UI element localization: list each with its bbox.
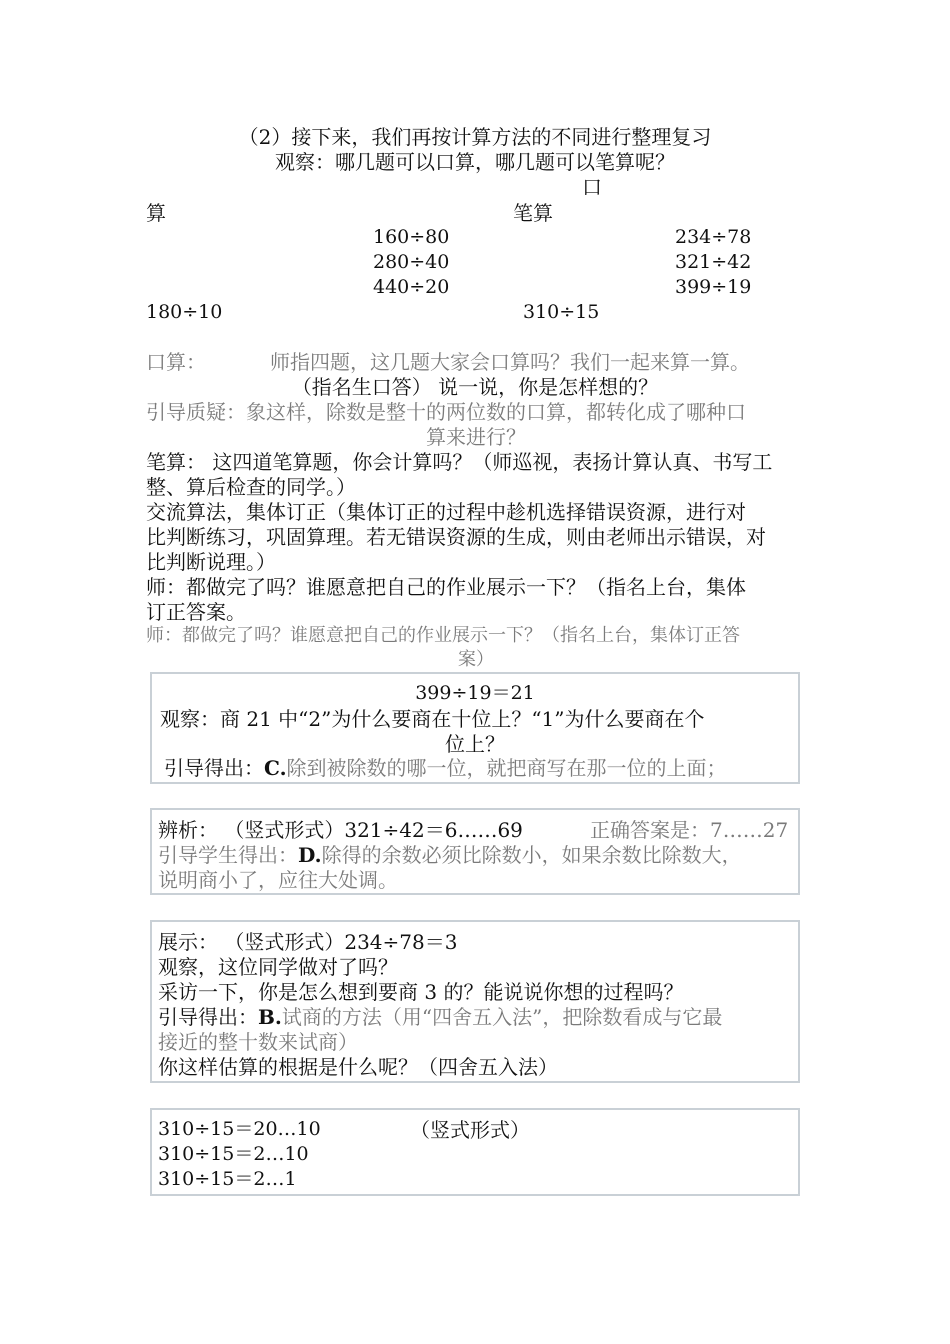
box1-guide (164, 758, 727, 778)
box1-guide-label: 引导得出： (164, 756, 264, 780)
box2-guide-text-2: 说明商小了，应往大处调。 (158, 868, 398, 892)
oral-label: 口算： (146, 350, 206, 374)
written-line-1: 笔算： 这四道笔算题，你会计算吗？（师巡视，表扬计算认真、书写工 (146, 450, 773, 474)
problem-written-4: 310÷15 (523, 301, 600, 323)
problem-oral-1: 160÷80 (373, 226, 450, 248)
oral-line-2: （指名生口答） 说一说，你是怎样想的？ (291, 375, 659, 399)
written-gray-1: 师：都做完了吗？谁愿意把自己的作业展示一下？（指名上台，集体订正答 (146, 625, 740, 646)
box4-note: （竖式形式） (410, 1118, 530, 1142)
heading-line-1: （2）接下来，我们再按计算方法的不同进行整理复习 (238, 125, 712, 149)
problem-written-1: 234÷78 (675, 226, 752, 248)
written-line-4: 比判断练习，巩固算理。若无错误资源的生成，则由老师出示错误，对 (146, 525, 766, 549)
heading-line-2: 观察：哪几题可以口算，哪几题可以笔算呢？ (275, 150, 675, 174)
box1-guide-text: 除到被除数的哪一位，就把商写在那一位的上面； (286, 756, 727, 780)
box3-line-6: 你这样估算的根据是什么呢？（四舍五入法） (158, 1055, 558, 1079)
box-analysis (150, 808, 800, 895)
box3-guide (158, 1007, 722, 1027)
box1-observe-1: 观察：商 21 中“2”为什么要商在十位上？“1”为什么要商在个 (160, 707, 705, 731)
oral-text: 师指四题，这几题大家会口算吗？我们一起来算一算。 (270, 350, 750, 374)
written-line-3: 交流算法，集体订正（集体订正的过程中趁机选择错误资源，进行对 (146, 500, 746, 524)
problem-oral-3: 440÷20 (373, 276, 450, 298)
box-errors (150, 1108, 800, 1196)
box4-eq-3: 310÷15＝2…1 (158, 1168, 297, 1190)
box3-line-3: 采访一下，你是怎么想到要商 3 的？能说说你想的过程吗？ (158, 980, 684, 1004)
box2-label: 辨析： （竖式形式）321÷42＝6……69 (158, 818, 523, 842)
box3-guide-text-1: 试商的方法（用“四舍五入法”，把除数看成与它最 (281, 1005, 723, 1029)
box2-guide-text-1: 除得的余数必须比除数小，如果余数比除数大， (321, 843, 742, 867)
written-line-6: 师：都做完了吗？谁愿意把自己的作业展示一下？（指名上台，集体 (146, 575, 746, 599)
bisuan-label: 笔算 (513, 201, 553, 225)
box2-guide-letter: D. (298, 843, 322, 867)
box1-equation: 399÷19＝21 (415, 682, 535, 704)
box1-guide-letter: C. (264, 756, 287, 780)
box2-guide (158, 845, 742, 865)
problem-oral-2: 280÷40 (373, 251, 450, 273)
oral-guide-2: 算来进行？ (426, 425, 526, 449)
box3-guide-label: 引导得出： (158, 1005, 258, 1029)
written-line-7: 订正答案。 (146, 600, 246, 624)
box3-guide-letter: B. (258, 1005, 282, 1029)
written-line-2: 整、算后检查的同学。） (146, 475, 356, 499)
oral-guide-1: 引导质疑：象这样，除数是整十的两位数的口算，都转化成了哪种口 (146, 400, 746, 424)
box4-eq-1: 310÷15＝20…10 (158, 1118, 321, 1140)
box1-observe-2: 位上？ (445, 732, 505, 756)
box2-guide-label: 引导学生得出： (158, 843, 298, 867)
written-line-5: 比判断说理。） (146, 550, 276, 574)
written-gray-2: 案） (458, 649, 494, 670)
box2-answer: 正确答案是：7……27 (590, 818, 789, 842)
box4-eq-2: 310÷15＝2…10 (158, 1143, 309, 1165)
box3-guide-text-2: 接近的整十数来试商） (158, 1030, 358, 1054)
problem-written-2: 321÷42 (675, 251, 752, 273)
box3-line-2: 观察，这位同学做对了吗？ (158, 955, 398, 979)
kousuan-label-top: 口 (582, 175, 602, 199)
kousuan-label-bottom: 算 (146, 201, 166, 225)
box-observation (150, 672, 800, 784)
problem-oral-4: 180÷10 (146, 301, 223, 323)
box-display (150, 920, 800, 1083)
problem-written-3: 399÷19 (675, 276, 752, 298)
box3-line-1: 展示： （竖式形式）234÷78＝3 (158, 930, 458, 954)
